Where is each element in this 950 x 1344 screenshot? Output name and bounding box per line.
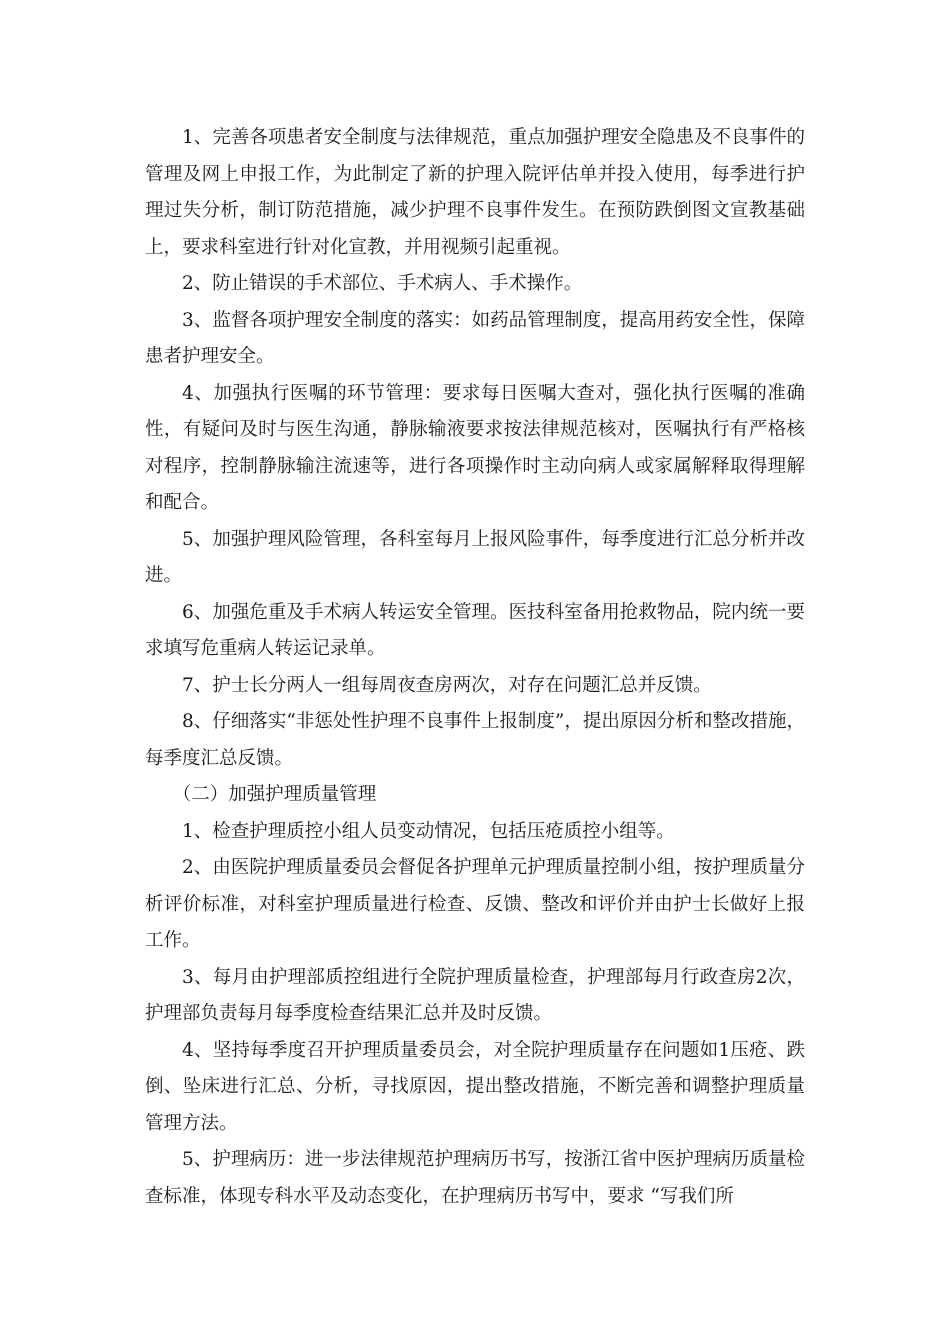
paragraph-5: 5、加强护理风险管理，各科室每月上报风险事件，每季度进行汇总分析并改进。 [145,528,805,586]
section-paragraph-3: 3、每月由护理部质控组进行全院护理质量检查，护理部每月行政查房2次，护理部负责每月每季度检查结果汇总并及时反馈。 [145,966,805,1024]
section-heading: （二）加强护理质量管理 [172,784,377,805]
section-paragraph-2: 2、由医院护理质量委员会督促各护理单元护理质量控制小组，按护理质量分析评价标准，对科室护理质量进行检查、反馈、整改和评价并由护士长做好上报工作。 [145,857,805,951]
paragraph-1: 1、完善各项患者安全制度与法律规范，重点加强护理安全隐患及不良事件的管理及网上申报工作，为此制定了新的护理入院评估单并投入使用，每季进行护理过失分析，制订防范措施，减少护理不良事件发生。在预防跌倒图文宣教基础上，要求科室进行针对化宣教，并用视频引起重视。 [145,127,805,258]
paragraph-6: 6、加强危重及手术病人转运安全管理。医技科室备用抢救物品，院内统一要求填写危重病人转运记录单。 [145,601,805,659]
paragraph-7: 7、护士长分两人一组每周夜查房两次，对存在问题汇总并反馈。 [182,674,712,696]
section-paragraph-4: 4、坚持每季度召开护理质量委员会，对全院护理质量存在问题如1压疮、跌倒、坠床进行汇总、分析，寻找原因，提出整改措施，不断完善和调整护理质量管理方法。 [145,1039,805,1134]
section-paragraph-1: 1、检查护理质控小组人员变动情况，包括压疮质控小组等。 [182,820,675,842]
paragraph-2: 2、防止错误的手术部位、手术病人、手术操作。 [182,273,583,294]
paragraph-8: 8、仔细落实“非惩处性护理不良事件上报制度”，提出原因分析和整改措施，每季度汇总反馈。 [145,711,805,769]
paragraph-4: 4、加强执行医嘱的环节管理：要求每日医嘱大查对，强化执行医嘱的准确性，有疑问及时与医生沟通，静脉输液要求按法律规范核对，医嘱执行有严格核对程序，控制静脉输注流速等，进行各项操作时主动向病人或家属解释取得理解和配合。 [145,382,805,513]
document-body [145,120,805,1215]
paragraph-3: 3、监督各项护理安全制度的落实：如药品管理制度，提高用药安全性，保障患者护理安全。 [145,309,805,367]
section-paragraph-5: 5、护理病历：进一步法律规范护理病历书写，按浙江省中医护理病历质量检查标准，体现专科水平及动态变化，在护理病历书写中，要求 “写我们所 [145,1149,805,1207]
